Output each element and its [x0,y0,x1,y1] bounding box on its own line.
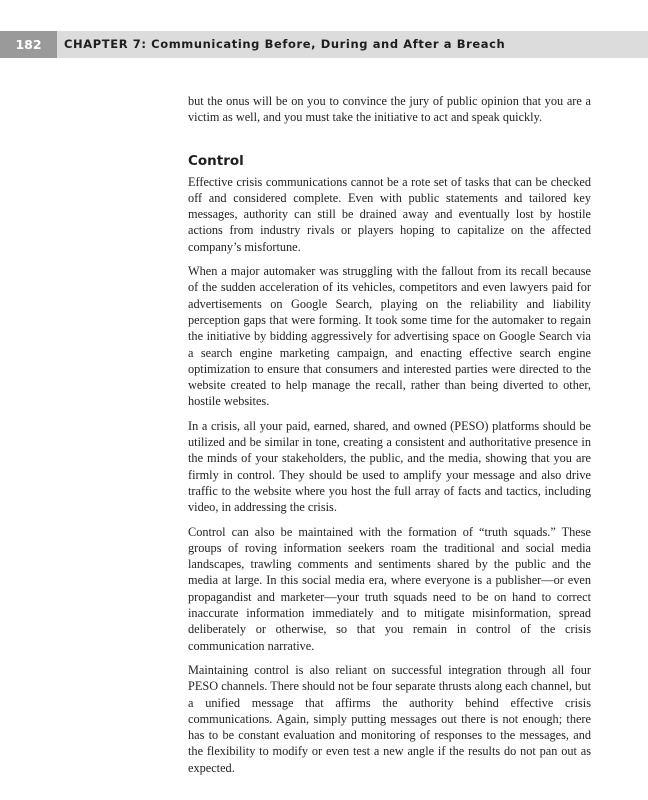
running-header [0,31,648,58]
body-paragraph: Control can also be maintained with the formation of “truth squads.” These groups of roving information seekers roam the traditional and social media landscapes, trawling comments and sentiments shared by the public and the media at large. In this social media era, where everyone is a publisher—or even propagandist and marketer—your truth squads need to be on hand to correct inaccurate information immediately and to mitigate misinformation, spread deliberately or otherwise, so that you remain in control of the crisis communication narrative. [188,524,591,653]
page-body [188,93,591,784]
body-paragraph: In a crisis, all your paid, earned, shared, and owned (PESO) platforms should be utilized and be similar in tone, creating a consistent and authoritative presence in the minds of your stakeholders, the public, and the media, showing that you are firmly in control. They should be used to amplify your message and also drive traffic to the website where you host the full array of facts and tactics, including video, in addressing the crisis. [188,418,591,515]
section-heading: Control [188,152,244,169]
intro-paragraph: but the onus will be on you to convince the jury of public opinion that you are a victim as well, and you must take the initiative to act and speak quickly. [188,94,591,125]
page-number: 182 [0,31,57,58]
body-paragraph: When a major automaker was struggling with the fallout from its recall because of the sudden acceleration of its vehicles, competitors and even lawyers paid for advertisements on Google Search, playing on the reliability and liability perception gaps that were forming. It took some time for the automaker to regain the initiative by bidding aggressively for advertising space on Google Search via a search engine marketing campaign, and enacting effective search engine optimization to ensure that consumers and interested parties were directed to the website created to help manage the recall, rather than being diverted to other, hostile websites. [188,264,591,409]
chapter-title: CHAPTER 7: Communicating Before, During and After a Breach [64,37,506,51]
body-paragraph: Effective crisis communications cannot be a rote set of tasks that can be checked off and considered complete. Even with public statements and tailored key messages, authority can still be drained away and eventually lost by hostile actions from industry rivals or players hoping to capitalize on the affected company’s misfortune. [188,174,591,254]
body-paragraph: Maintaining control is also reliant on successful integration through all four PESO channels. There should not be four separate thrusts along each channel, but a unified message that affirms the authority behind effective crisis communications. Again, simply putting messages out there is not enough; there has to be constant evaluation and monitoring of responses to the messages, and the flexibility to modify or even test a new angle if the results do not pan out as expected. [188,662,591,775]
